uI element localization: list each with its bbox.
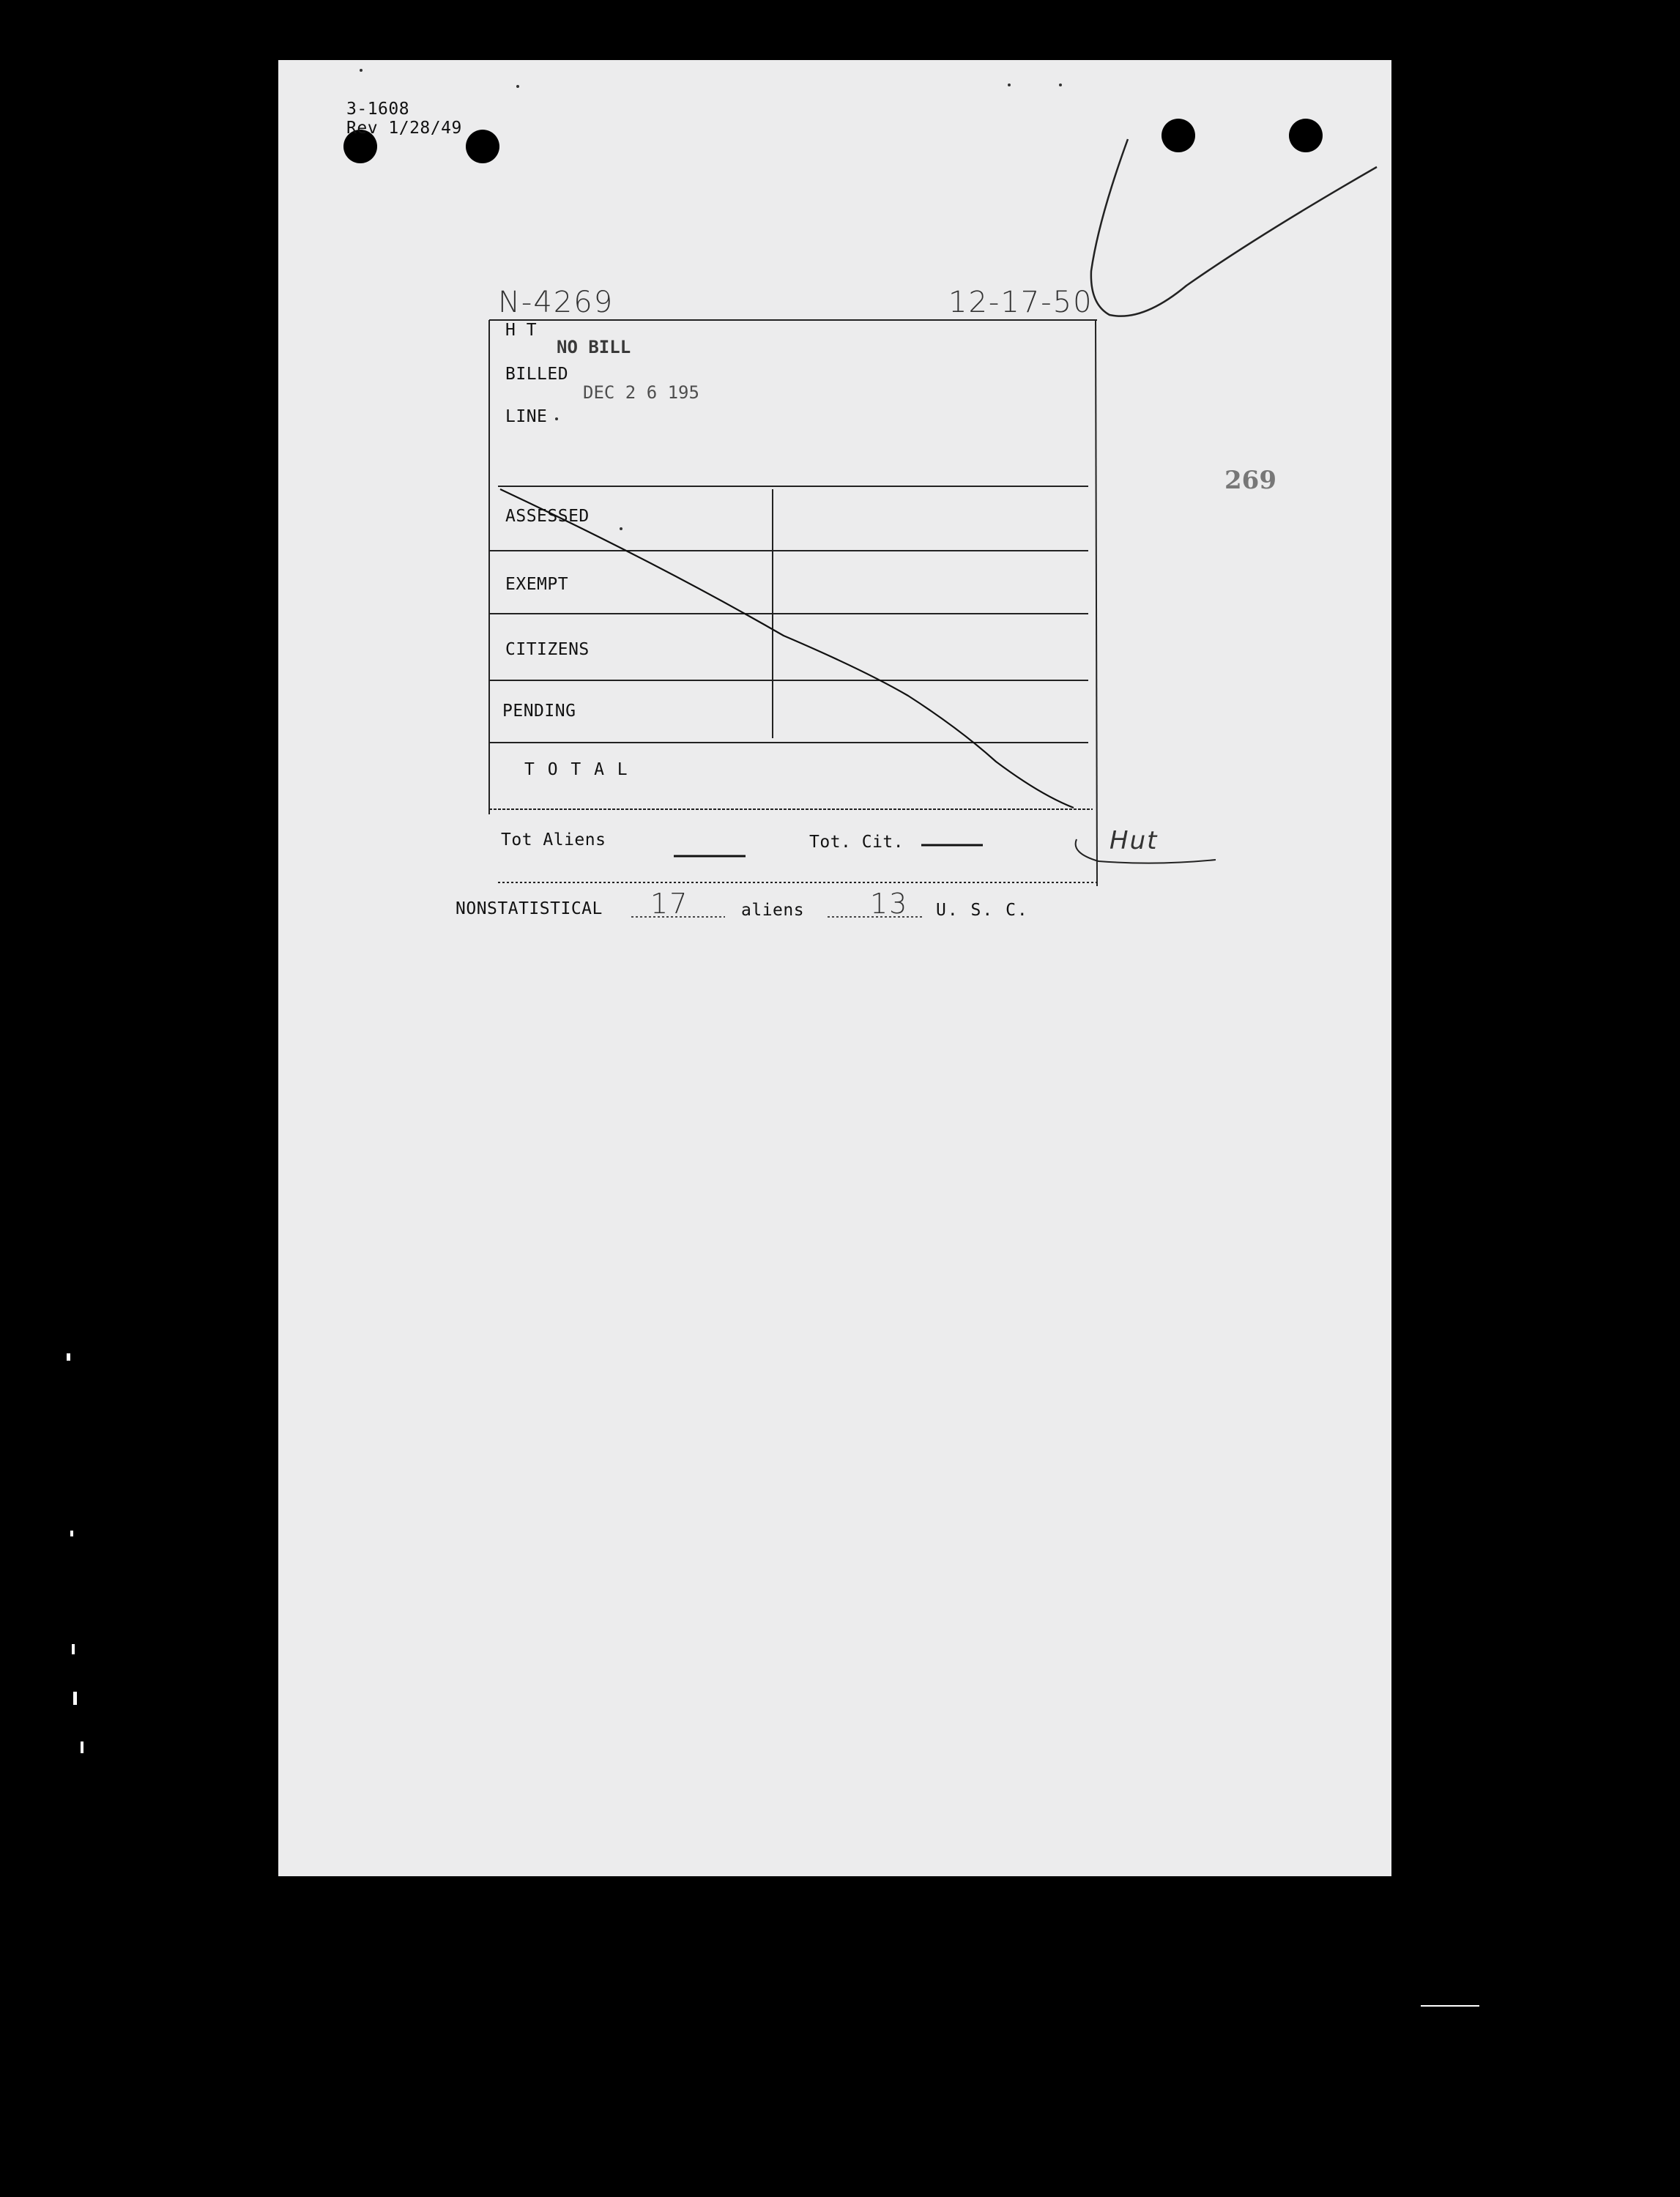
margin-speck-5 <box>81 1741 83 1753</box>
tot-aliens-label: Tot Aliens <box>501 830 606 850</box>
revision-date: Rev 1/28/49 <box>346 119 462 138</box>
no-bill-stamp: NO BILL <box>557 337 631 357</box>
margin-speck-6 <box>1421 2005 1479 2007</box>
pen-fleck-6 <box>1059 83 1062 86</box>
pen-fleck-2 <box>555 417 558 420</box>
margin-speck-3 <box>72 1644 75 1654</box>
handwritten-initials: Hut <box>1110 826 1159 855</box>
nonstatistical-aliens-count: 17 <box>650 888 689 920</box>
row-label-citizens: CITIZENS <box>505 640 590 659</box>
billed-date-stamp: DEC 2 6 195 <box>583 382 699 403</box>
margin-speck-1 <box>67 1353 70 1361</box>
total-label: T O T A L <box>524 760 629 779</box>
pen-fleck-5 <box>1008 83 1011 86</box>
pen-fleck-4 <box>516 85 519 88</box>
line-label: LINE <box>505 407 548 426</box>
row-label-assessed: ASSESSED <box>505 507 590 526</box>
margin-speck-2 <box>70 1531 73 1536</box>
nonstatistical-usc-label: U. S. C. <box>936 901 1029 920</box>
row-label-exempt: EXEMPT <box>505 575 569 594</box>
handwritten-date: 12-17-50 <box>948 286 1093 319</box>
cross-out-line <box>500 489 1074 808</box>
nonstatistical-usc-count: 13 <box>870 888 909 920</box>
curved-pen-line <box>1091 139 1377 316</box>
nonstatistical-label: NONSTATISTICAL <box>456 899 603 918</box>
row-label-pending: PENDING <box>502 702 576 721</box>
box-right-border <box>1096 320 1097 886</box>
billed-label: BILLED <box>505 365 569 384</box>
tot-cit-label: Tot. Cit. <box>809 833 904 852</box>
form-number: 3-1608 <box>346 100 410 119</box>
ht-label: H T <box>505 321 538 340</box>
page-number: 269 <box>1224 466 1276 495</box>
pen-fleck-1 <box>620 527 622 530</box>
nonstatistical-aliens-label: aliens <box>741 901 805 920</box>
margin-speck-4 <box>73 1692 77 1705</box>
handwritten-file-number: N-4269 <box>498 286 614 319</box>
pen-fleck-3 <box>360 69 363 72</box>
